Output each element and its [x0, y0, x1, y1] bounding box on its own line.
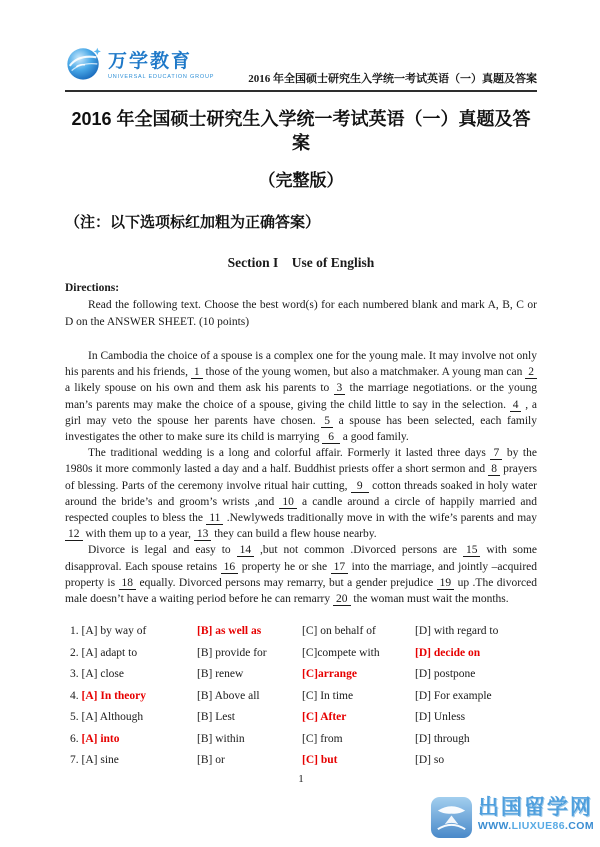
option: [A] close [81, 668, 124, 680]
question-cell [302, 690, 415, 702]
header-doc-title: 2016 年全国硕士研究生入学统一考试英语（一）真题及答案 [248, 73, 537, 85]
question-cell [197, 668, 302, 680]
section-heading: Section I Use of English [227, 255, 375, 270]
question-number: 4. [70, 689, 79, 702]
blank-20: 20 [333, 593, 351, 606]
question-cell [197, 733, 302, 745]
blank-5: 5 [321, 415, 333, 428]
option-correct-answer: [A] In theory [81, 689, 147, 702]
question-cell [302, 754, 415, 766]
question-row-5 [70, 706, 537, 728]
option: [A] adapt to [81, 646, 138, 659]
question-cell [415, 733, 537, 745]
blank-1: 1 [191, 366, 203, 379]
option: [B] within [197, 732, 245, 745]
option: [D] so [415, 754, 445, 766]
option: [D] For example [415, 689, 492, 702]
question-cell [302, 668, 415, 680]
page-number: 1 [298, 772, 304, 785]
blank-10: 10 [279, 496, 297, 509]
question-cell [70, 647, 197, 659]
blank-7: 7 [490, 447, 502, 460]
page-header [65, 44, 537, 92]
passage-paragraph: Divorce is legal and easy to 14 ,but not common .Divorced persons are 15 with some disapproval. Each spouse retains 16 property he or she 17 into the marriage, and jointly –acquired property is 18 equally. Divorced persons may remarry, but a gender prejudice 19 up .The divorced male doesn’t have a waiting period before he can remarry 20 the woman must wait the months. [65, 544, 538, 606]
question-cell [197, 711, 302, 723]
blank-9: 9 [351, 480, 369, 493]
option-correct-answer: [A] into [81, 732, 120, 745]
question-row-4 [70, 685, 537, 707]
blank-16: 16 [221, 561, 239, 574]
blank-2: 2 [525, 366, 537, 379]
option: [D] with regard to [415, 625, 499, 637]
blank-18: 18 [119, 577, 137, 590]
option: [C] on behalf of [302, 625, 376, 637]
option: [B] Lest [197, 711, 236, 723]
watermark-site-url: WWW.LIUXUE86.COM [477, 820, 594, 832]
blank-11: 11 [206, 512, 223, 525]
question-row-1 [70, 620, 537, 642]
question-cell [197, 647, 302, 659]
option: [D] Unless [415, 711, 466, 723]
question-cell [70, 690, 197, 702]
option: [D] through [415, 732, 470, 745]
graduation-cap-icon [430, 796, 473, 844]
blank-14: 14 [237, 544, 255, 557]
option: [C]compete with [302, 646, 380, 659]
brand-name: 万学教育 [108, 50, 193, 72]
option: [C] In time [302, 689, 354, 702]
question-row-6 [70, 728, 537, 750]
question-number: 1. [70, 625, 79, 637]
question-cell [197, 690, 302, 702]
question-number: 3. [70, 668, 79, 680]
question-cell [415, 690, 537, 702]
blank-15: 15 [463, 544, 481, 557]
question-cell [415, 754, 537, 766]
option: [B] renew [197, 668, 244, 680]
question-row-3 [70, 663, 537, 685]
question-cell [302, 625, 415, 637]
option: [A] sine [81, 754, 119, 766]
blank-3: 3 [334, 382, 346, 395]
option: [B] Above all [197, 689, 260, 702]
question-cell [197, 625, 302, 637]
question-cell [415, 711, 537, 723]
option: [C] from [302, 732, 343, 745]
globe-swoosh-icon [65, 44, 103, 87]
directions-text: Read the following text. Choose the best word(s) for each numbered blank and mark A, B, C or D on the ANSWER SHEET. (10 points) [65, 299, 537, 328]
question-cell [302, 647, 415, 659]
passage-paragraph: In Cambodia the choice of a spouse is a complex one for the young male. It may involve not only his parents and his friends, 1 those of the young women, but also a matchmaker. A young man can 2 a likely spouse on his own and them ask his parents to 3 the marriage negotiations. or the young man’s parents may make the choice of a spouse, giving the child little to say in the selection. 4 , a girl may veto the spouse her parents have chosen. 5 a spouse has been selected, each family investigates the other to make sure its child is marrying 6 a good family. [65, 350, 538, 444]
brand-logo [65, 44, 214, 87]
question-cell [415, 625, 537, 637]
brand-text [108, 52, 214, 80]
main-title: 2016 年全国硕士研究生入学统一考试英语（一）真题及答案 [71, 109, 531, 153]
option: [A] Although [81, 711, 144, 723]
option: [D] postpone [415, 668, 476, 680]
answer-note: （注：以下选项标红加粗为正确答案） [65, 214, 321, 231]
question-cell [302, 733, 415, 745]
question-row-2 [70, 642, 537, 664]
blank-13: 13 [194, 528, 212, 541]
question-cell [70, 625, 197, 637]
cloze-passage [65, 348, 537, 607]
question-number: 6. [70, 732, 79, 745]
blank-19: 19 [437, 577, 455, 590]
question-cell [302, 711, 415, 723]
watermark-text [478, 796, 594, 833]
option-correct-answer: [D] decide on [415, 646, 481, 659]
option: [B] or [197, 754, 225, 766]
question-row-7 [70, 749, 537, 771]
watermark-logo [430, 796, 594, 844]
question-cell [70, 668, 197, 680]
blank-6: 6 [322, 431, 340, 444]
blank-12: 12 [65, 528, 83, 541]
blank-4: 4 [510, 399, 522, 412]
question-cell [415, 668, 537, 680]
brand-subtitle: UNIVERSAL EDUCATION GROUP [108, 73, 215, 80]
question-number: 5. [70, 711, 79, 723]
option: [A] by way of [81, 625, 147, 637]
question-cell [70, 711, 197, 723]
question-number: 2. [70, 646, 79, 659]
watermark-site-name: 出国留学网 [477, 796, 593, 819]
question-cell [197, 754, 302, 766]
directions-label: Directions: [65, 282, 120, 294]
option-correct-answer: [C] After [302, 711, 347, 723]
blank-8: 8 [488, 463, 500, 476]
question-cell [415, 647, 537, 659]
question-number: 7. [70, 754, 79, 766]
question-cell [70, 754, 197, 766]
subtitle-complete-version: （完整版） [258, 171, 344, 190]
questions-list [65, 620, 537, 771]
option-correct-answer: [C]arrange [302, 668, 357, 680]
option-correct-answer: [C] but [302, 754, 338, 766]
option-correct-answer: [B] as well as [197, 625, 262, 637]
question-cell [70, 733, 197, 745]
blank-17: 17 [331, 561, 349, 574]
passage-paragraph: The traditional wedding is a long and colorful affair. Formerly it lasted three days 7 by the 1980s it more commonly lasted a day and a half. Buddhist priests offer a short sermon and 8 prayers of blessing. Parts of the ceremony involve ritual hair cutting, 9 cotton threads soaked in holy water around the bride’s and groom’s wrists ,and 10 a candle around a circle of happily married and respected couples to bless the 11 .Newlyweds traditionally move in with the wife’s parents and may 12 with them up to a year, 13 they can build a flew house nearby. [65, 447, 538, 541]
option: [B] provide for [197, 646, 267, 659]
